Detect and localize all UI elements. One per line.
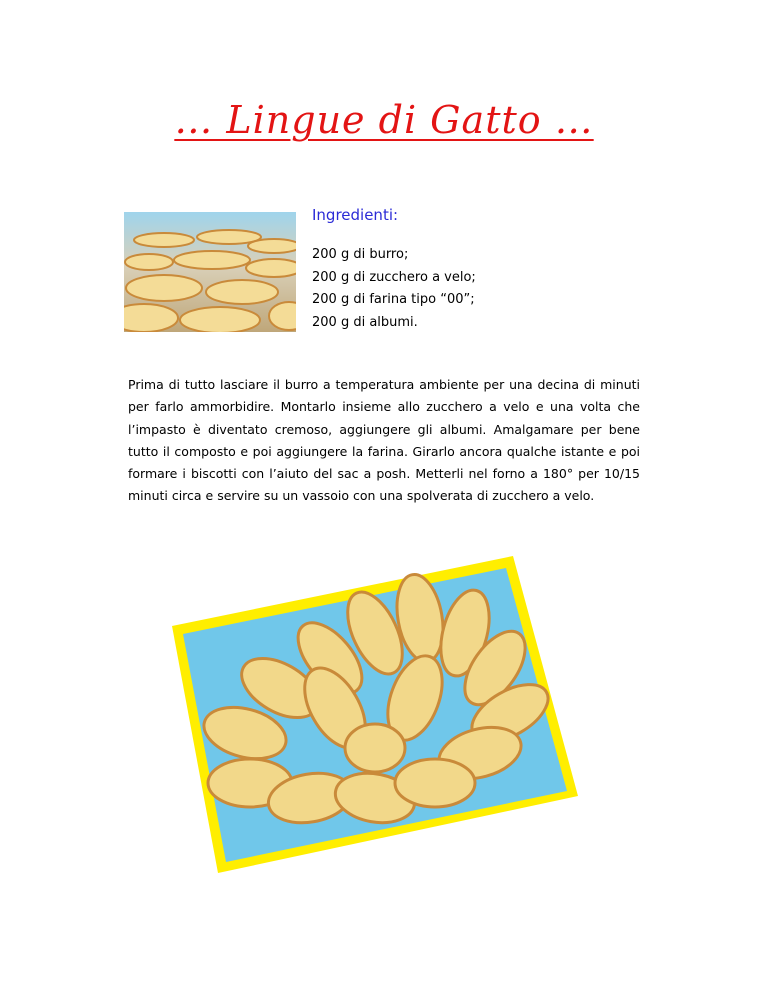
ingredient-item: 200 g di burro;: [312, 247, 409, 262]
ingredient-item: 200 g di albumi.: [312, 314, 418, 330]
framed-cookies-photo: [150, 548, 600, 878]
ingredients-heading: Ingredienti:: [312, 206, 399, 224]
ingredient-item: 200 g di farina tipo “00”;: [312, 292, 475, 307]
method-paragraph: Prima di tutto lasciare il burro a temperatura ambiente per una decina di minuti per farlo ammorbidire. Montarlo insieme allo zucchero a velo e una volta che l’impasto è diventato cremoso, aggiungere gli albumi. Amalgamare per bene tutto il composto e poi aggiungere la farina. Girarlo ancora qualche istante e poi formare i biscotti con l’aiuto del sac a posh. Metterli nel forno a 180° per 10/15 minuti circa e servire su un vassoio con una spolverata di zucchero a velo.: [128, 377, 640, 504]
cookies-photo: [124, 212, 296, 332]
recipe-title-text: … Lingue di Gatto …: [174, 98, 594, 142]
ingredients-list: [312, 244, 476, 334]
ingredient-item: 200 g di zucchero a velo;: [312, 269, 476, 285]
recipe-title: [0, 98, 768, 142]
